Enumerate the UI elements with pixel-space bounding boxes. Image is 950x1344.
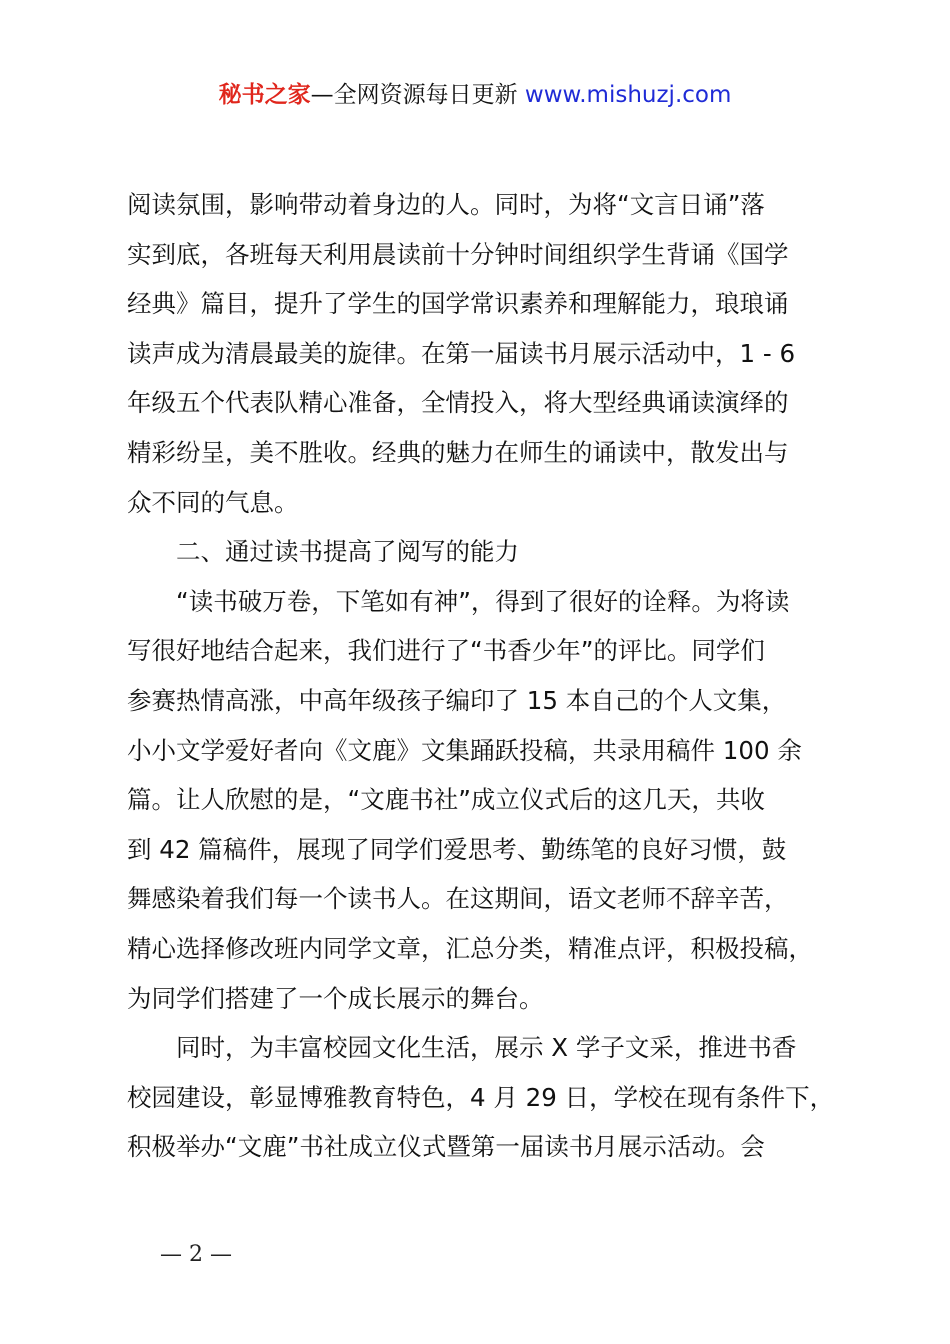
header-tagline: —全网资源每日更新 [310,82,525,108]
text-line: 写很好地结合起来，我们进行了“书香少年”的评比。同学们 [127,636,765,666]
text-line: 同时，为丰富校园文化生活，展示 X 学子文采，推进书香 [127,1033,797,1063]
text-line: 校园建设，彰显博雅教育特色，4 月 29 日，学校在现有条件下， [127,1082,835,1112]
text-line: 读声成为清晨最美的旋律。在第一届读书月展示活动中，1 - 6 [127,338,796,368]
section-heading: 二、通过读书提高了阅写的能力 [127,537,519,567]
text-line: 年级五个代表队精心准备，全情投入，将大型经典诵读演绎的 [127,388,789,418]
text-line: 精彩纷呈，美不胜收。经典的魅力在师生的诵读中，散发出与 [127,437,789,467]
text-line: 小小文学爱好者向《文鹿》文集踊跃投稿，共录用稿件 100 余 [127,735,802,765]
text-line: 精心选择修改班内同学文章，汇总分类，精准点评，积极投稿， [127,933,813,963]
text-line: 为同学们搭建了一个成长展示的舞台。 [127,983,544,1013]
text-line: 舞感染着我们每一个读书人。在这期间，语文老师不辞辛苦， [127,884,789,914]
text-line: 众不同的气息。 [127,487,299,517]
header-brand: 秘书之家 [218,82,311,108]
text-line: “读书破万卷，下笔如有神”，得到了很好的诠释。为将读 [127,586,790,616]
text-line: 经典》篇目，提升了学生的国学常识素养和理解能力，琅琅诵 [127,289,789,319]
text-line: 篇。让人欣慰的是，“文鹿书社”成立仪式后的这几天，共收 [127,785,765,815]
page-number: — 2 — [160,1242,232,1267]
text-line: 积极举办“文鹿”书社成立仪式暨第一届读书月展示活动。会 [127,1132,765,1162]
site-header [0,78,950,112]
text-line: 到 42 篇稿件，展现了同学们爱思考、勤练笔的良好习惯，鼓 [127,834,787,864]
header-url-link[interactable]: www.mishuzj.com [524,82,732,108]
text-line: 阅读氛围，影响带动着身边的人。同时，为将“文言日诵”落 [127,190,765,219]
text-line: 实到底，各班每天利用晨读前十分钟时间组织学生背诵《国学 [127,239,789,269]
text-line: 参赛热情高涨，中高年级孩子编印了 15 本自己的个人文集， [127,685,787,715]
document-body [127,180,867,1172]
